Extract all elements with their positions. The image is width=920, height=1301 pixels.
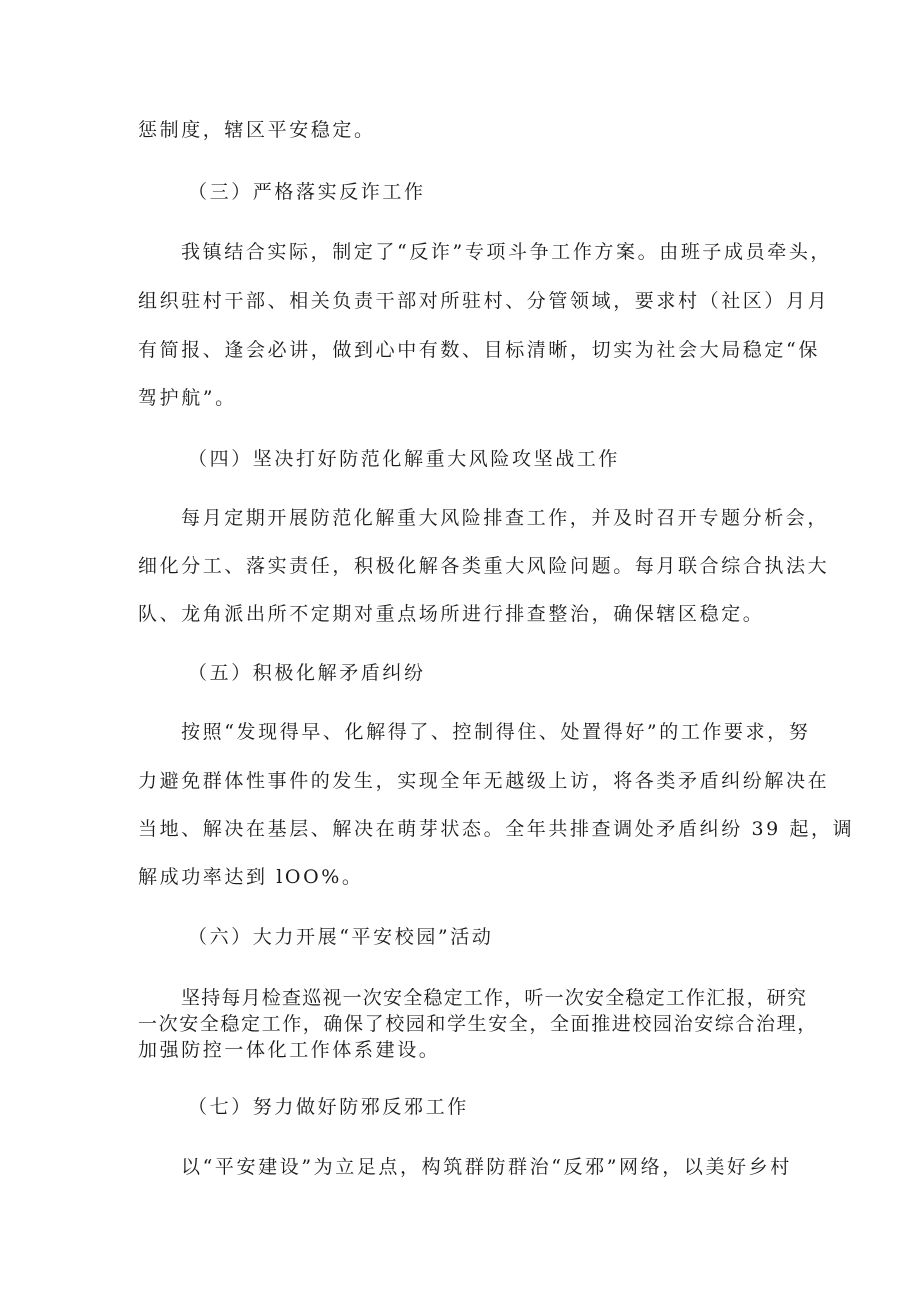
paragraph-line: 惩制度，辖区平安稳定。 [138,119,376,141]
section-heading-5: （五）积极化解矛盾纠纷 [188,662,426,684]
paragraph-line: 队、龙角派出所不定期对重点场所进行排查整治，确保辖区稳定。 [138,603,765,625]
paragraph-line: 我镇结合实际，制定了“反诈”专项斗争工作方案。由班子成员牵头， [181,241,833,263]
paragraph-line: 一次安全稳定工作，确保了校园和学生安全，全面推进校园治安综合治理， [138,1013,818,1035]
paragraph-line: 有简报、逢会必讲，做到心中有数、目标清晰，切实为社会大局稳定“保 [138,339,820,361]
paragraph-line: 驾护航”。 [138,387,237,409]
paragraph-line: 解成功率达到 lOO%。 [138,866,364,888]
section-heading-4: （四）坚决打好防范化解重大风险攻坚战工作 [188,448,621,470]
paragraph-line: 以“平安建设”为立足点，构筑群防群治“反邪”网络，以美好乡村 [181,1156,792,1178]
paragraph-line: 细化分工、落实责任，积极化解各类重大风险问题。每月联合综合执法大 [138,555,830,577]
paragraph-line: 每月定期开展防范化解重大风险排查工作，并及时召开专题分析会， [181,507,830,529]
paragraph-line: 组织驻村干部、相关负责干部对所驻村、分管领域，要求村（社区）月月 [138,290,830,312]
section-heading-7: （七）努力做好防邪反邪工作 [188,1096,469,1118]
paragraph-line: 按照“发现得早、化解得了、控制得住、处置得好”的工作要求，努 [181,721,811,743]
paragraph-line: 力避免群体性事件的发生，实现全年无越级上访，将各类矛盾纠纷解决在 [138,770,830,792]
section-heading-3: （三）严格落实反诈工作 [188,181,426,203]
paragraph-line: 当地、解决在基层、解决在萌芽状态。全年共排查调处矛盾纠纷 39 起，调 [138,818,855,840]
paragraph-line: 加强防控一体化工作体系建设。 [138,1039,441,1061]
paragraph-line: 坚持每月检查巡视一次安全稳定工作，听一次安全稳定工作汇报，研究 [181,987,808,1009]
section-heading-6: （六）大力开展“平安校园”活动 [188,926,494,948]
